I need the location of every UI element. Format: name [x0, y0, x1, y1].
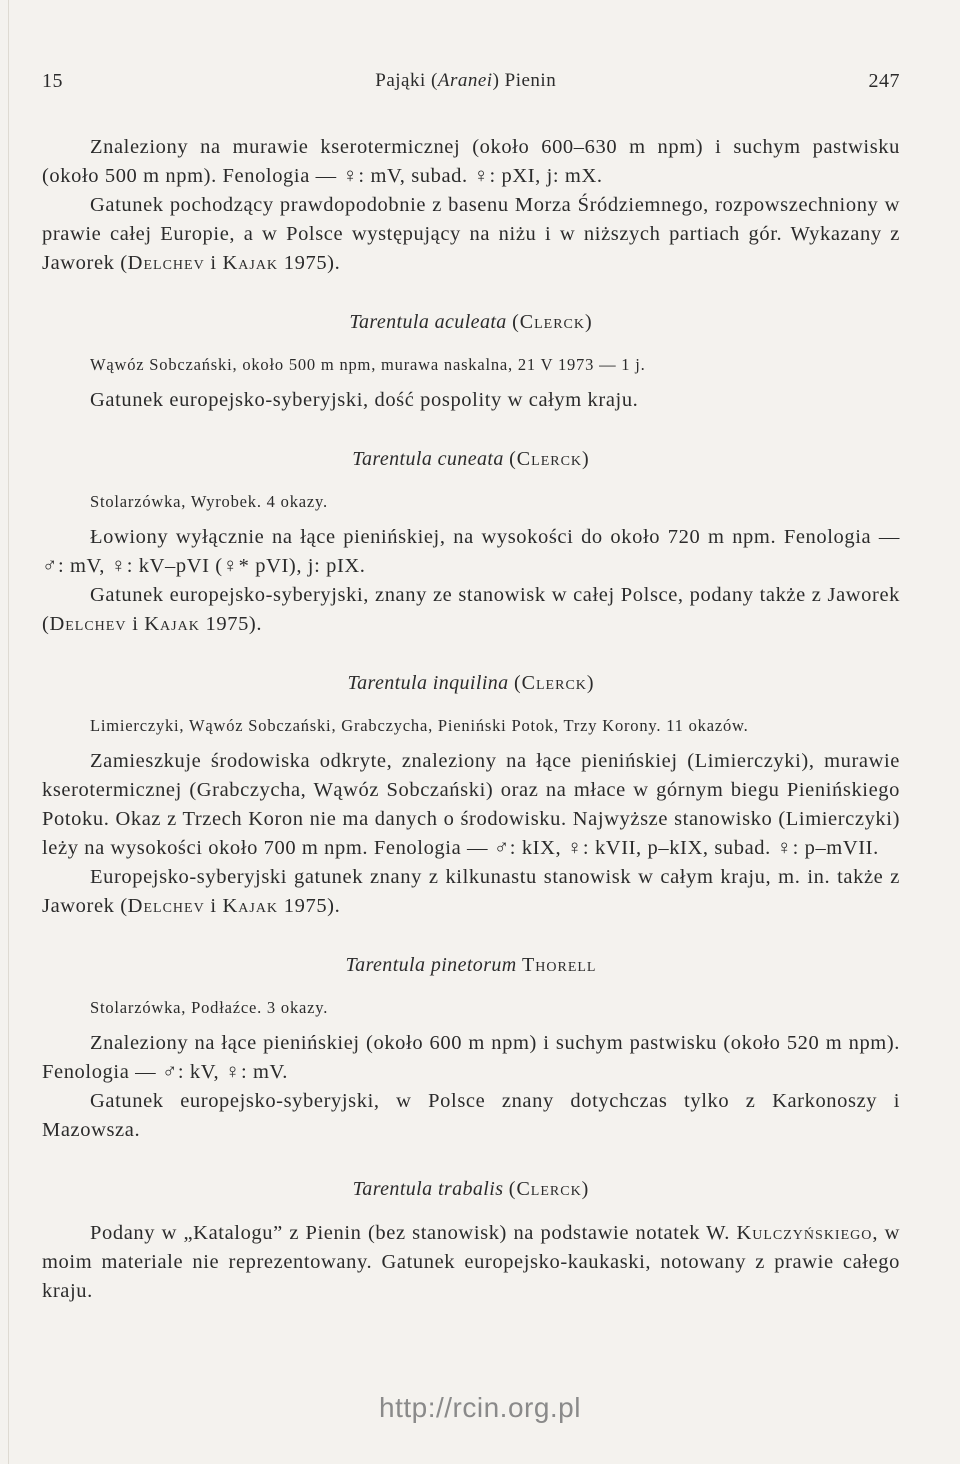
species-paragraph: Gatunek europejsko-syberyjski, w Polsce znany dotychczas tylko z Karkonoszy i Mazowsza.	[42, 1090, 900, 1141]
species-heading-inquilina: Tarentula inquilina (Clerck)	[347, 672, 595, 694]
running-header	[42, 70, 900, 93]
species-locality: Wąwóz Sobczański, około 500 m npm, murawa naskalna, 21 V 1973 — 1 j.	[90, 355, 646, 374]
species-paragraph: Gatunek europejsko-syberyjski, dość pospolity w całym kraju.	[90, 389, 639, 411]
species-heading-trabalis: Tarentula trabalis (Clerck)	[352, 1178, 590, 1200]
species-paragraph: Znaleziony na łące pienińskiej (około 600 m npm) i suchym pastwisku (około 520 m npm). Fenologia — ♂: kV, ♀: mV.	[42, 1032, 900, 1083]
species-paragraph: Gatunek europejsko-syberyjski, znany ze stanowisk w całej Polsce, podany także z Jaworek (Delchev i Kajak 1975).	[42, 584, 900, 635]
species-heading-aculeata: Tarentula aculeata (Clerck)	[349, 311, 593, 333]
species-paragraph: Podany w „Katalogu” z Pienin (bez stanowisk) na podstawie notatek W. Kulczyńskiego, w moim materiale nie reprezentowany. Gatunek europejsko-kaukaski, notowany z prawie całego kraju.	[42, 1222, 900, 1302]
intro-paragraph-2: Gatunek pochodzący prawdopodobnie z basenu Morza Śródziemnego, rozpowszechniony w prawie całej Europie, a w Polsce występujący na niżu i w niższych partiach gór. Wykazany z Jaworek (Delchev i Kajak 1975).	[42, 194, 900, 274]
intro-paragraph-1: Znaleziony na murawie kserotermicznej (około 600–630 m npm) i suchym pastwisku (około 500 m npm). Fenologia — ♀: mV, subad. ♀: pXI, j: mX.	[42, 136, 900, 187]
page-edge	[8, 0, 9, 1464]
species-locality: Stolarzówka, Wyrobek. 4 okazy.	[90, 492, 328, 511]
species-paragraph: Łowiony wyłącznie na łące pienińskiej, na wysokości do około 720 m npm. Fenologia — ♂: mV, ♀: kV–pVI (♀* pVI), j: pIX.	[42, 526, 900, 577]
species-locality: Limierczyki, Wąwóz Sobczański, Grabczycha, Pieniński Potok, Trzy Korony. 11 okazów.	[90, 716, 749, 735]
species-heading-cuneata: Tarentula cuneata (Clerck)	[352, 448, 590, 470]
page-number: 247	[868, 70, 900, 92]
source-url-watermark: http://rcin.org.pl	[379, 1392, 581, 1423]
page-content	[42, 70, 900, 1306]
chapter-number: 15	[42, 70, 63, 92]
species-locality: Stolarzówka, Podłaźce. 3 okazy.	[90, 998, 329, 1017]
species-paragraph: Zamieszkuje środowiska odkryte, znaleziony na łące pienińskiej (Limierczyki), murawie kserotermicznej (Grabczycha, Wąwóz Sobczański) oraz na młace w górnym biegu Pienińskiego Potoku. Okaz z Trzech Koron nie ma danych o środowisku. Najwyższe stanowisko (Limierczyki) leży na wysokości około 700 m npm. Fenologia — ♂: kIX, ♀: kVII, p–kIX, subad. ♀: p–mVII.	[42, 750, 900, 859]
species-heading-pinetorum: Tarentula pinetorum Thorell	[345, 954, 597, 976]
species-paragraph: Europejsko-syberyjski gatunek znany z kilkunastu stanowisk w całym kraju, m. in. także z Jaworek (Delchev i Kajak 1975).	[42, 866, 900, 917]
running-title: Pająki (Aranei) Pienin	[375, 70, 557, 91]
